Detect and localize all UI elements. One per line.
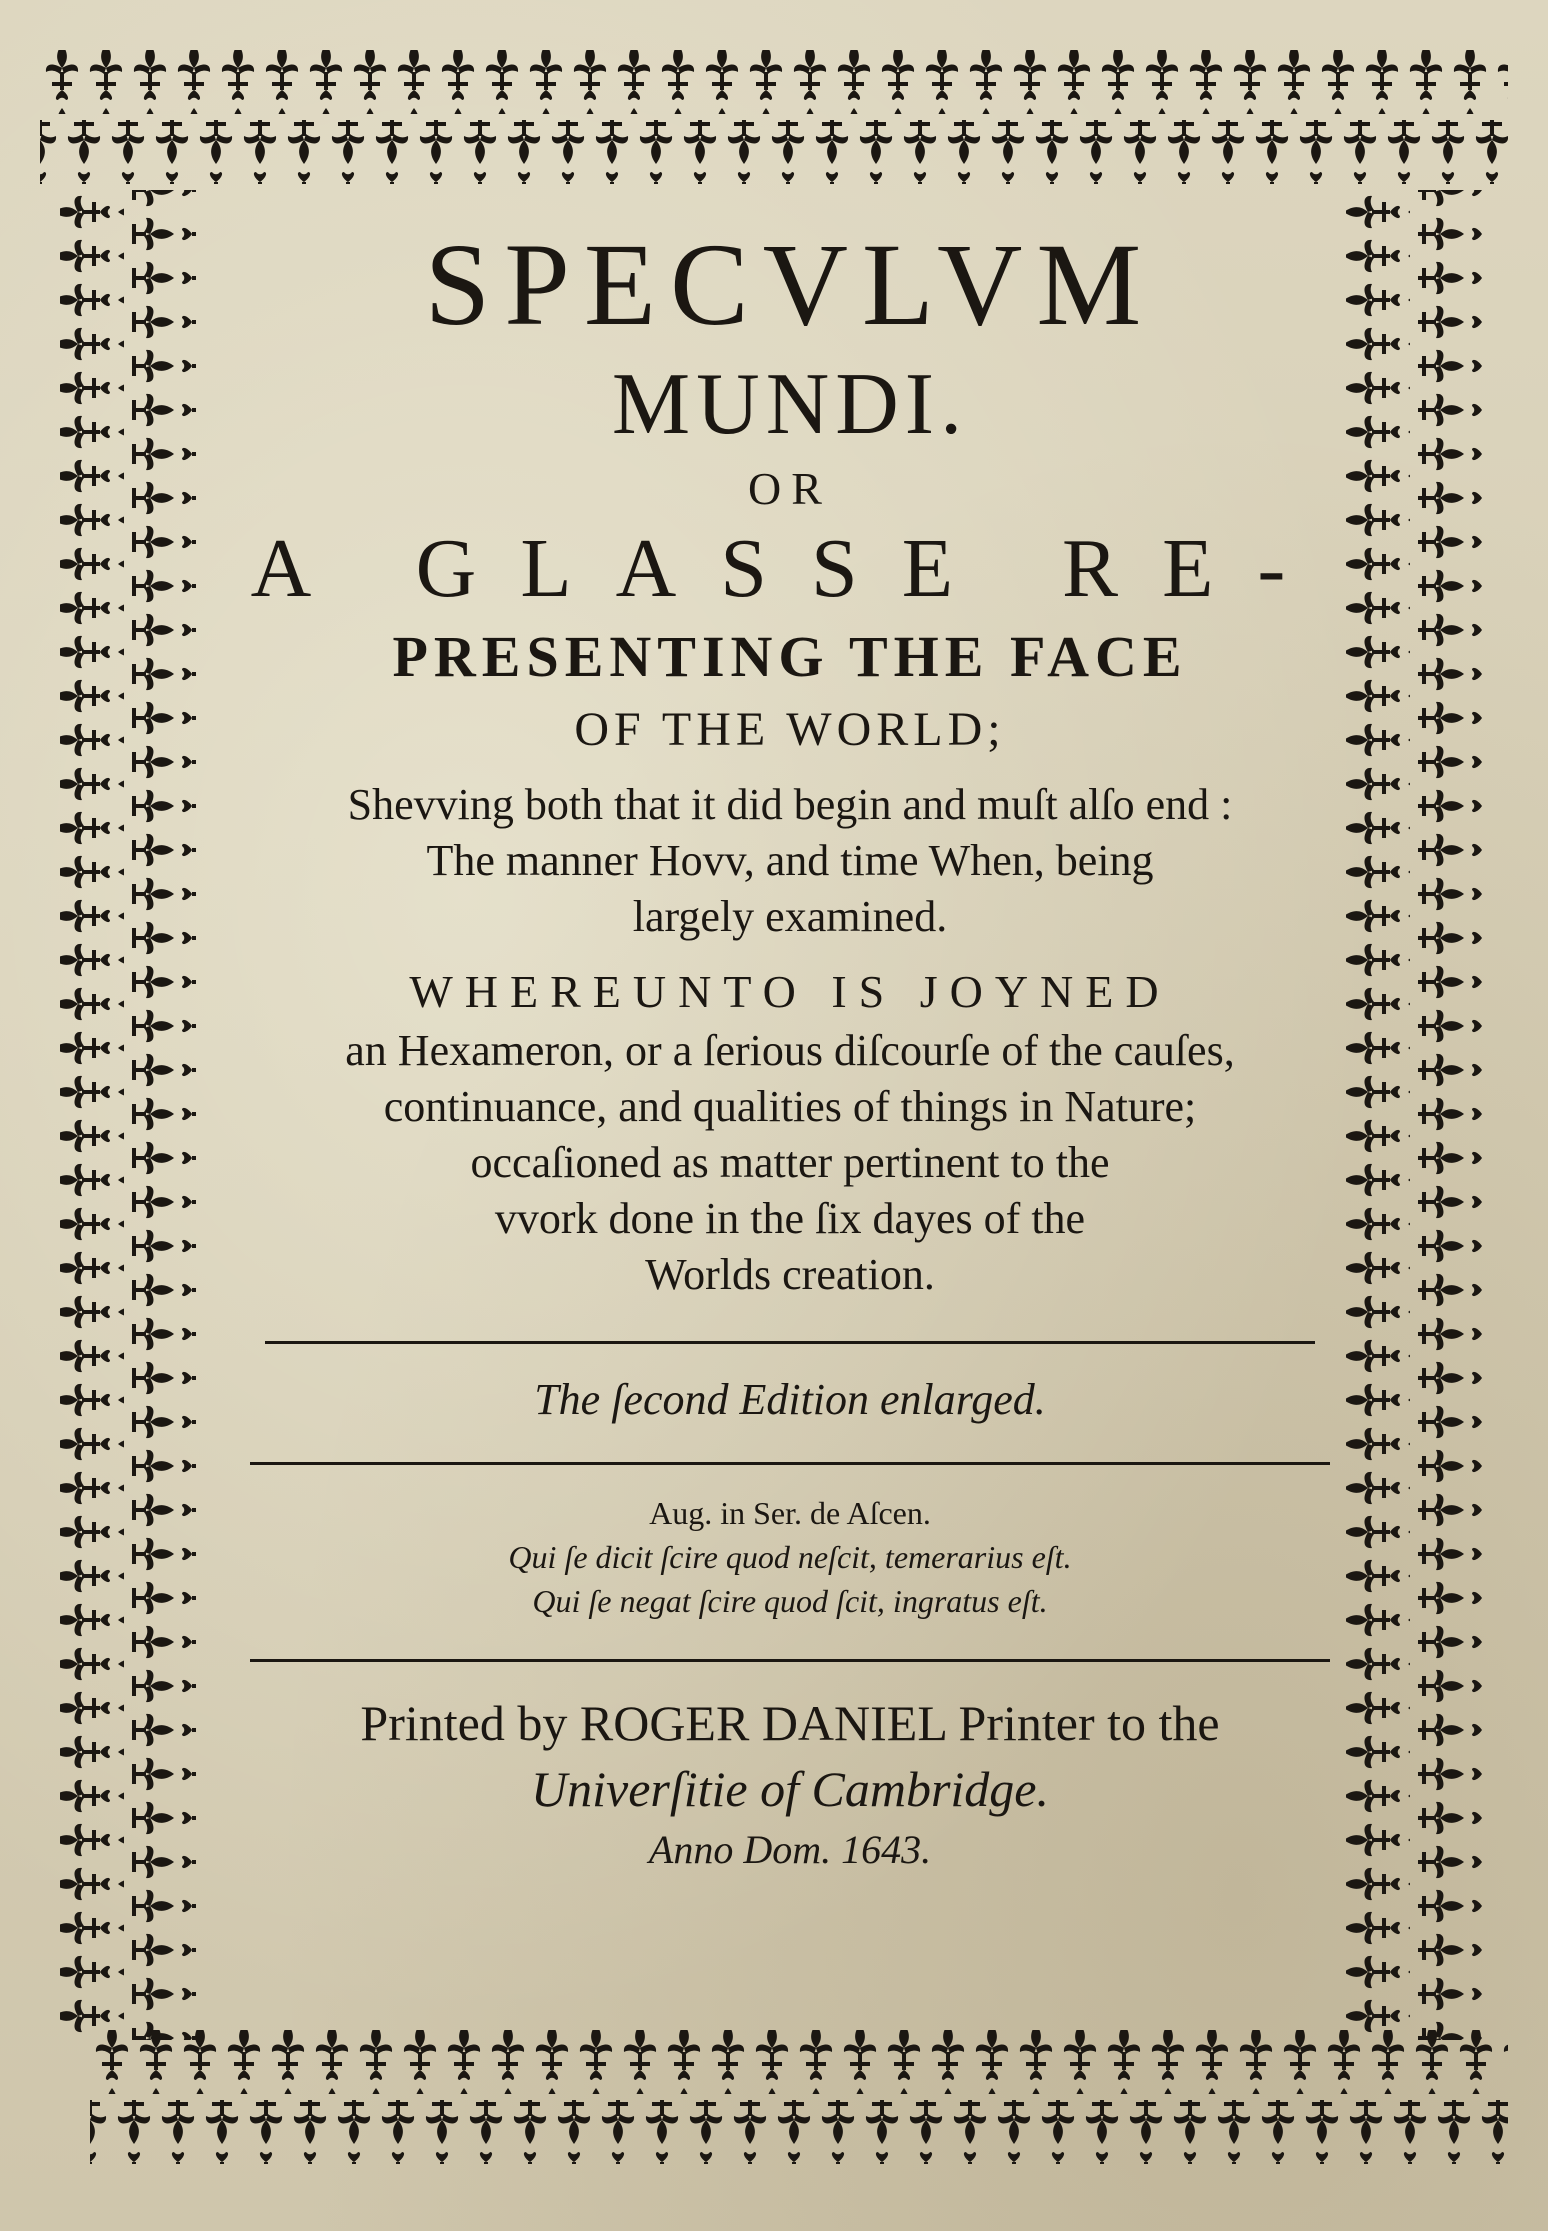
addition-line: an Hexameron, or a ſerious diſcourſe of the cauſes, — [345, 1026, 1235, 1075]
divider-rule — [250, 1659, 1330, 1662]
description-line: largely examined. — [632, 892, 948, 941]
divider-rule — [265, 1341, 1315, 1344]
description-line: Shevving both that it did begin and muſt alſo end : — [347, 780, 1233, 829]
addition-line: Worlds creation. — [645, 1250, 935, 1299]
epigraph-line: Qui ſe negat ſcire quod ſcit, ingratus eſt. — [532, 1583, 1048, 1619]
addition-line: vvork done in the ſix dayes of the — [494, 1194, 1086, 1243]
description-line: The manner Hovv, and time When, being — [426, 836, 1154, 885]
title-line-2: PRESENTING THE FACE — [392, 624, 1188, 689]
title-text-block — [240, 215, 1340, 1878]
addition-line: continuance, and qualities of things in Nature; — [383, 1082, 1197, 1131]
addition-line: occaſioned as matter pertinent to the — [470, 1138, 1110, 1187]
book-title: SPECVLVM — [424, 219, 1156, 350]
left-border-ornament — [50, 190, 230, 2040]
bottom-border-ornament — [90, 2020, 1508, 2180]
imprint-printer: Printed by ROGER DANIEL Printer to the — [360, 1695, 1220, 1751]
epigraph-line: Qui ſe dicit ſcire quod neſcit, temerarius eſt. — [508, 1539, 1072, 1575]
title-line-3: OF THE WORLD; — [574, 703, 1006, 756]
book-title-sub: MUNDI. — [611, 356, 969, 453]
top-border-ornament — [40, 40, 1508, 200]
edition-note: The ſecond Edition enlarged. — [534, 1375, 1046, 1424]
addition-heading: WHEREUNTO IS JOYNED — [409, 966, 1171, 1017]
right-border-ornament — [1340, 190, 1510, 2040]
title-or: OR — [748, 463, 832, 514]
title-line-1: A GLASSE RE- — [250, 522, 1330, 615]
epigraph-source: Aug. in Ser. de Aſcen. — [649, 1495, 931, 1531]
divider-rule — [250, 1462, 1330, 1465]
imprint-university: Univerſitie of Cambridge. — [531, 1761, 1049, 1817]
imprint-date: Anno Dom. 1643. — [648, 1827, 932, 1872]
